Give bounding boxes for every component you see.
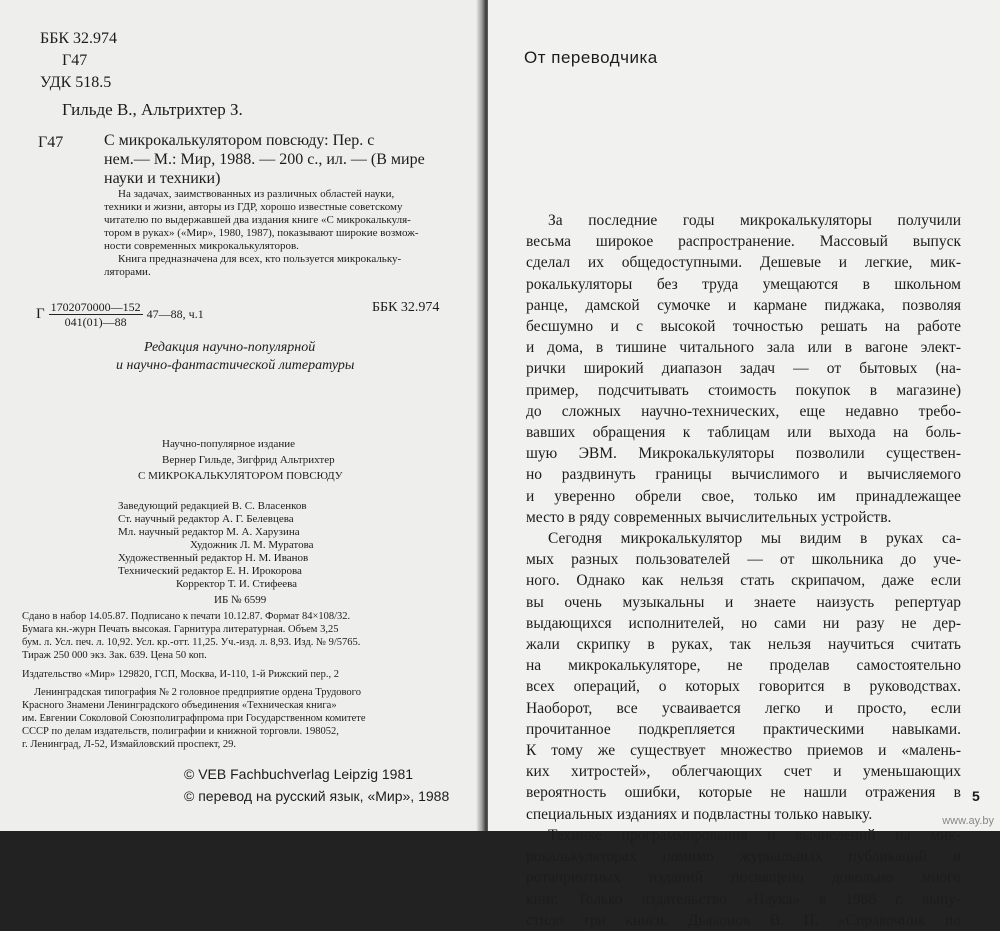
edition-title: С МИКРОКАЛЬКУЛЯТОРОМ ПОВСЮДУ bbox=[138, 470, 343, 482]
bbk-code-bottom: ББК 32.974 bbox=[372, 300, 440, 315]
text-line: вавших обращения к таблицам или выхода на боль- bbox=[526, 424, 961, 442]
text-line: жали скрипку в руках, так нельзя научиться считать bbox=[526, 636, 961, 654]
text-line: пример, подсчитывать стоимость покупок в магазине) bbox=[526, 381, 961, 399]
editorial-line-1: Редакция научно-популярной bbox=[144, 340, 316, 355]
index-suffix: 47—88, ч.1 bbox=[146, 307, 204, 321]
text-line: вероятность ошибки, которые не нашли отражения в bbox=[526, 784, 961, 802]
text-line: специальных изданиях и подвластны только навыку. bbox=[526, 805, 873, 823]
cip-code: Г47 bbox=[38, 134, 64, 151]
annotation-line: техники и жизни, авторы из ГДР, хорошо известные советскому bbox=[104, 201, 403, 213]
text-line: но раздвинуть границы вычислимого и вычисляемого bbox=[526, 466, 961, 484]
text-line: весьма широкое распространение. Массовый выпуск bbox=[526, 233, 961, 251]
printer-line: Красного Знамени Ленинградского объединения «Техническая книга» bbox=[22, 700, 337, 711]
paragraph-1 bbox=[526, 210, 961, 931]
printer-line: Ленинградская типография № 2 головное предприятие ордена Трудового bbox=[34, 687, 361, 698]
copyright-line-2: © перевод на русский язык, «Мир», 1988 bbox=[184, 788, 450, 804]
udk-code: УДК 518.5 bbox=[40, 74, 112, 91]
text-line: Технике программирования и вычислений на мик- bbox=[548, 826, 961, 844]
publisher-line: Издательство «Мир» 129820, ГСП, Москва, И-110, 1-й Рижский пер., 2 bbox=[22, 669, 339, 680]
text-line: вы очень музыкальны и знаете наизусть репертуар bbox=[526, 593, 961, 611]
index-numerator: 1702070000—152 bbox=[50, 300, 141, 314]
text-line: и уверенно обрели свое, только им принадлежащее bbox=[526, 487, 961, 505]
cip-line-3: науки и техники) bbox=[104, 170, 221, 187]
annotation-line: тором в руках» («Мир», 1980, 1987), показывают широкие возмож- bbox=[104, 227, 419, 239]
cip-line-1: С микрокалькулятором повсюду: Пер. с bbox=[104, 132, 375, 149]
staff-line: Корректор Т. И. Стифеева bbox=[176, 578, 298, 590]
printer-line: СССР по делам издательств, полиграфии и книжной торговли. 198052, bbox=[22, 726, 339, 737]
text-line: ких хитростей», облегчающих счет и уменьшающих bbox=[526, 763, 961, 781]
g47-code-top: Г47 bbox=[62, 52, 88, 69]
print-line: Сдано в набор 14.05.87. Подписано к печати 10.12.87. Формат 84×108/32. bbox=[22, 611, 351, 622]
staff-line: Технический редактор Е. Н. Ирокорова bbox=[118, 565, 302, 577]
text-line: до сложных научно-технических, еще недавно требо- bbox=[526, 402, 961, 420]
text-line: стило три книги: Дьяконов В. П. «Справочник по bbox=[526, 911, 961, 929]
authors-line: Гильде В., Альтрихтер З. bbox=[62, 100, 243, 119]
text-line: мых разных пользователей — от школьника до уче- bbox=[526, 551, 961, 569]
index-denominator: 041(01)—88 bbox=[64, 315, 127, 329]
staff-line: Ст. научный редактор А. Г. Белевцева bbox=[118, 513, 294, 525]
text-line: и дома, в тишине читального зала или в вагоне элект- bbox=[526, 339, 961, 357]
text-line: рокалькуляторы без труда умещаются в школьном bbox=[526, 275, 961, 293]
edition-authors: Вернер Гильде, Зигфрид Альтрихтер bbox=[162, 454, 335, 466]
text-line: сделал их общедоступными. Дешевые и легкие, мик- bbox=[526, 254, 961, 272]
text-line: ранце, дамской сумочке и кармане пиджака, позволяя bbox=[526, 296, 961, 314]
page-number: 5 bbox=[972, 788, 980, 804]
staff-line: Мл. научный редактор М. А. Харузина bbox=[118, 526, 300, 538]
text-line: всех операций, о которых говорится в руководствах. bbox=[526, 678, 961, 696]
text-line: ного. Однако как нельзя стать скрипачом, даже если bbox=[526, 572, 961, 590]
watermark-text: www.ay.by bbox=[942, 815, 994, 827]
text-line: прочитанное подкрепляется практическими навыками. bbox=[526, 720, 961, 738]
text-line: на микрокалькуляторе, не проделав самостоятельно bbox=[526, 657, 961, 675]
index-fraction bbox=[49, 300, 143, 329]
text-line: рички широкий диапазон задач — от бытовых (на- bbox=[526, 360, 961, 378]
printer-line: г. Ленинград, Л-52, Измайловский проспект, 29. bbox=[22, 739, 237, 750]
staff-line: Художественный редактор Н. М. Иванов bbox=[118, 552, 309, 564]
text-line: выдающихся исполнителей, но сами ни разу не дер- bbox=[526, 614, 961, 632]
right-page bbox=[488, 0, 1000, 929]
printer-line: им. Евгении Соколовой Союзполиграфпрома при Государственном комитете bbox=[22, 713, 366, 724]
text-line: ротапринтных изданий посвящено довольно много bbox=[526, 869, 961, 887]
index-row bbox=[36, 300, 204, 329]
cip-line-2: нем.— М.: Мир, 1988. — 200 с., ил. — (В мире bbox=[104, 151, 425, 168]
print-line: Бумага кн.-журн Печать высокая. Гарнитура литературная. Объем 3,25 bbox=[22, 624, 339, 635]
text-line: книг. Только издательство «Наука» в 1986 г. выпу- bbox=[526, 890, 961, 908]
text-line: За последние годы микрокалькуляторы получили bbox=[548, 212, 961, 229]
text-line: Сегодня микрокалькулятор мы видим в руках са- bbox=[548, 530, 961, 548]
staff-line: Заведующий редакцией В. С. Власенков bbox=[118, 500, 307, 512]
text-line: рокалькуляторах помимо журнальных публикаций и bbox=[526, 848, 961, 866]
chapter-heading: От переводчика bbox=[524, 48, 658, 67]
staff-line: Художник Л. М. Муратова bbox=[190, 539, 314, 551]
text-line: шую ЭВМ. Микрокалькуляторы позволили существен- bbox=[526, 445, 961, 463]
left-page bbox=[0, 0, 482, 831]
edition-type: Научно-популярное издание bbox=[162, 438, 296, 450]
print-line: Тираж 250 000 экз. Зак. 639. Цена 50 коп. bbox=[22, 650, 207, 661]
annotation-line: На задачах, заимствованных из различных областей науки, bbox=[118, 188, 395, 200]
ib-number: ИБ № 6599 bbox=[214, 594, 267, 606]
text-line: место в ряду современных вычислительных устройств. bbox=[526, 508, 892, 526]
text-line: бесшумно и с высокой точностью решать на работе bbox=[526, 318, 961, 336]
annotation-line: ности современных микрокалькуляторов. bbox=[104, 240, 299, 252]
print-line: бум. л. Усл. печ. л. 10,92. Усл. кр.-отт. 11,25. Уч.-изд. л. 8,93. Изд. № 9/5765. bbox=[22, 637, 361, 648]
copyright-line-1: © VEB Fachbuchverlag Leipzig 1981 bbox=[184, 766, 414, 782]
bbk-code-top: ББК 32.974 bbox=[40, 30, 118, 47]
annotation-line: читателю по выдержавшей два издания книге «С микрокалькуля- bbox=[104, 214, 411, 226]
index-prefix: Г bbox=[36, 306, 45, 322]
annotation-line: Книга предназначена для всех, кто пользуется микрокальку- bbox=[118, 253, 402, 265]
text-line: Наоборот, все усваивается легко и просто, если bbox=[526, 699, 961, 717]
text-line: К тому же существует множество приемов и «малень- bbox=[526, 742, 961, 760]
annotation-line: ляторами. bbox=[104, 266, 151, 278]
editorial-line-2: и научно-фантастической литературы bbox=[116, 358, 355, 373]
